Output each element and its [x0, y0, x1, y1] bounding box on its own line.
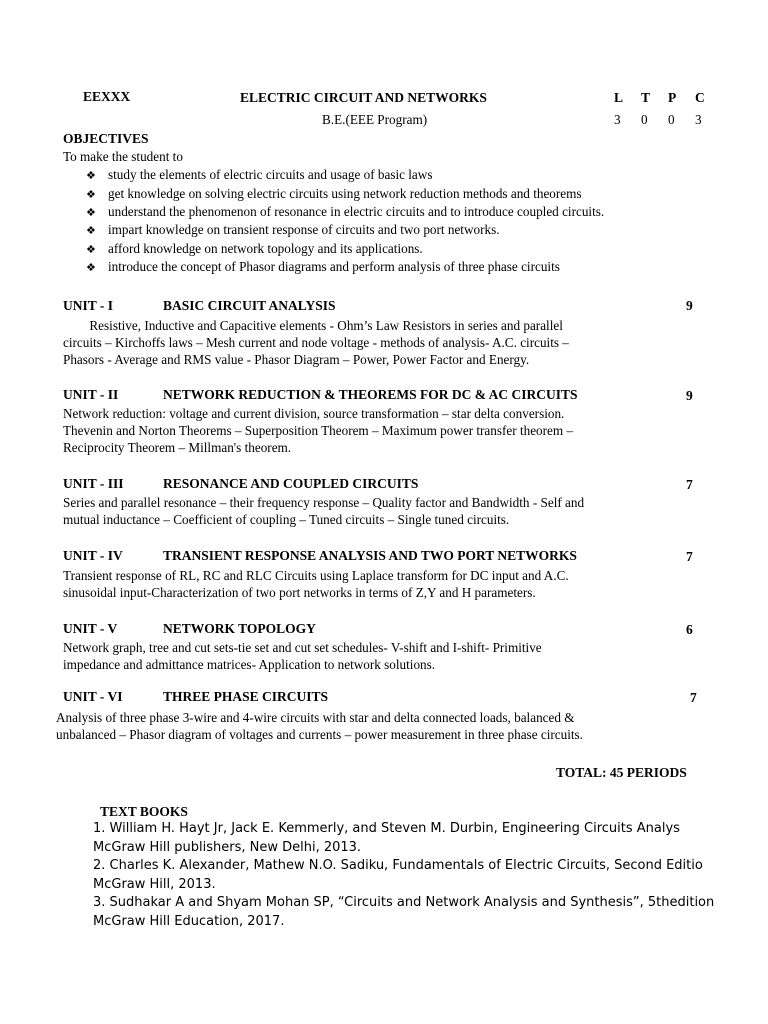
objective-text: understand the phenomenon of resonance in electric circuits and to introduce coupled circuits. — [108, 204, 605, 219]
list-item — [86, 222, 500, 238]
course-code: EEXXX — [83, 89, 131, 104]
ltpc-label-p: P — [668, 90, 677, 105]
unit-heading — [63, 548, 577, 564]
content-line: Network reduction: voltage and current division, source transformation – star delta conversion. — [63, 406, 565, 421]
unit-code: UNIT - VI — [63, 689, 123, 704]
ltpc-value-l: 3 — [614, 112, 621, 127]
unit-hours: 7 — [690, 690, 697, 705]
content-line: Transient response of RL, RC and RLC Circuits using Laplace transform for DC input and A.C. — [63, 568, 569, 583]
ltpc-value-c: 3 — [695, 112, 702, 127]
unit-title: NETWORK REDUCTION & THEOREMS FOR DC & AC CIRCUITS — [163, 387, 578, 402]
textbook-line: 2. Charles K. Alexander, Mathew N.O. Sadiku, Fundamentals of Electric Circuits, Second Editio — [93, 858, 703, 873]
unit-content — [63, 494, 669, 528]
objective-text: get knowledge on solving electric circuits using network reduction methods and theorems — [108, 186, 582, 201]
content-line: Reciprocity Theorem – Millman's theorem. — [63, 440, 292, 455]
list-item — [86, 167, 432, 183]
textbook-line: McGraw Hill Education, 2017. — [93, 913, 285, 929]
total-periods: TOTAL: 45 PERIODS — [556, 765, 687, 780]
content-line: Analysis of three phase 3-wire and 4-wire circuits with star and delta connected loads, balanced & — [56, 710, 575, 725]
unit-title: THREE PHASE CIRCUITS — [163, 689, 329, 704]
list-item — [86, 186, 582, 202]
unit-hours: 7 — [686, 549, 693, 564]
ltpc-value-p: 0 — [668, 112, 675, 127]
unit-content — [56, 709, 676, 743]
unit-content — [63, 317, 669, 368]
unit-title: NETWORK TOPOLOGY — [163, 621, 316, 636]
unit-title: TRANSIENT RESPONSE ANALYSIS AND TWO PORT NETWORKS — [163, 548, 577, 563]
unit-hours: 6 — [686, 622, 693, 637]
unit-heading — [63, 387, 578, 403]
unit-heading — [63, 476, 418, 492]
unit-title: BASIC CIRCUIT ANALYSIS — [163, 298, 336, 313]
unit-content — [63, 405, 669, 456]
content-line: impedance and admittance matrices- Application to network solutions. — [63, 657, 436, 672]
unit-heading — [63, 298, 336, 314]
unit-code: UNIT - I — [63, 298, 114, 313]
unit-code: UNIT - V — [63, 621, 118, 636]
ltpc-label-c: C — [695, 90, 705, 105]
objective-text: impart knowledge on transient response of circuits and two port networks. — [108, 222, 500, 237]
textbooks-list — [93, 820, 714, 931]
ltpc-label-l: L — [614, 90, 624, 105]
bullet-icon: ❖ — [86, 262, 96, 274]
unit-content — [63, 639, 669, 673]
content-line: Series and parallel resonance – their frequency response – Quality factor and Bandwidth - Self and — [63, 495, 585, 510]
objectives-intro: To make the student to — [63, 149, 183, 164]
unit-code: UNIT - III — [63, 476, 124, 491]
ltpc-label-t: T — [641, 90, 651, 105]
unit-heading — [63, 621, 316, 637]
content-line: Network graph, tree and cut sets-tie set and cut set schedules- V-shift and I-shift- Primitive — [63, 640, 542, 655]
list-item — [86, 204, 604, 220]
bullet-icon: ❖ — [86, 244, 96, 256]
ltpc-value-t: 0 — [641, 112, 648, 127]
textbook-line: 1. William H. Hayt Jr, Jack E. Kemmerly, and Steven M. Durbin, Engineering Circuits Analys — [93, 821, 680, 836]
content-line: Thevenin and Norton Theorems – Superposition Theorem – Maximum power transfer theorem – — [63, 423, 574, 438]
objectives-heading: OBJECTIVES — [63, 131, 149, 146]
content-line: unbalanced – Phasor diagram of voltages and currents – power measurement in three phase circuits. — [56, 727, 583, 742]
ltpc-values — [614, 112, 722, 128]
textbook-line: McGraw Hill publishers, New Delhi, 2013. — [93, 839, 362, 855]
objective-text: study the elements of electric circuits and usage of basic laws — [108, 167, 433, 182]
list-item — [86, 259, 560, 275]
textbook-line: McGraw Hill, 2013. — [93, 876, 216, 892]
bullet-icon: ❖ — [86, 225, 96, 237]
bullet-icon: ❖ — [86, 189, 96, 201]
bullet-icon: ❖ — [86, 170, 96, 182]
unit-heading — [63, 689, 328, 705]
content-line: circuits – Kirchoffs laws – Mesh current and node voltage - methods of analysis- A.C. circuits – — [63, 335, 569, 350]
program-name: B.E.(EEE Program) — [322, 112, 428, 127]
unit-hours: 9 — [686, 298, 693, 313]
unit-title: RESONANCE AND COUPLED CIRCUITS — [163, 476, 419, 491]
ltpc-labels — [614, 90, 722, 106]
unit-hours: 7 — [686, 477, 693, 492]
unit-content — [63, 567, 669, 601]
objective-text: introduce the concept of Phasor diagrams and perform analysis of three phase circuits — [108, 259, 560, 274]
course-title: ELECTRIC CIRCUIT AND NETWORKS — [240, 90, 487, 105]
list-item — [86, 241, 423, 257]
unit-hours: 9 — [686, 388, 693, 403]
bullet-icon: ❖ — [86, 207, 96, 219]
content-line: Resistive, Inductive and Capacitive elements - Ohm’s Law Resistors in series and parallel — [63, 318, 563, 333]
unit-code: UNIT - II — [63, 387, 119, 402]
content-line: sinusoidal input-Characterization of two port networks in terms of Z,Y and H parameters. — [63, 585, 536, 600]
content-line: mutual inductance – Coefficient of coupling – Tuned circuits – Single tuned circuits. — [63, 512, 510, 527]
textbooks-heading: TEXT BOOKS — [100, 804, 188, 819]
content-line: Phasors - Average and RMS value - Phasor Diagram – Power, Power Factor and Energy. — [63, 352, 530, 367]
textbook-line: 3. Sudhakar A and Shyam Mohan SP, “Circuits and Network Analysis and Synthesis”, 5thedition — [93, 895, 715, 910]
unit-code: UNIT - IV — [63, 548, 123, 563]
objective-text: afford knowledge on network topology and its applications. — [108, 241, 423, 256]
